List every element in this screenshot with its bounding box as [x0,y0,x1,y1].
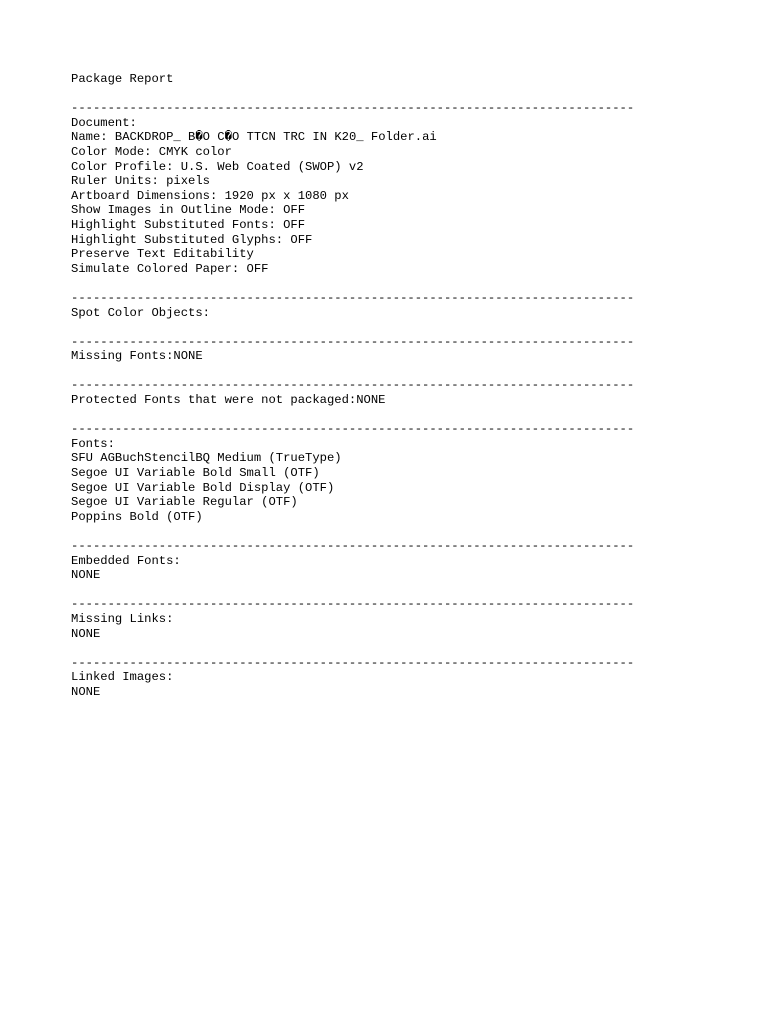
report-title: Package Report [71,72,174,86]
section-divider: ----------------------------------------------------------------------------- [71,101,635,116]
protected-fonts-heading: Protected Fonts that were not packaged:NONE [71,393,386,408]
embedded-fonts-value: NONE [71,568,101,583]
section-divider: ----------------------------------------------------------------------------- [71,597,635,612]
document-colored-paper: Simulate Colored Paper: OFF [71,261,269,276]
font-item: SFU AGBuchStencilBQ Medium (TrueType) [71,451,342,466]
missing-fonts-heading: Missing Fonts:NONE [71,349,203,364]
document-color-mode: Color Mode: CMYK color [71,144,232,159]
section-divider: ----------------------------------------------------------------------------- [71,422,635,437]
linked-images-heading: Linked Images: [71,670,174,685]
embedded-fonts-heading: Embedded Fonts: [71,553,181,568]
section-divider: ----------------------------------------------------------------------------- [71,655,635,670]
section-divider: ----------------------------------------------------------------------------- [71,334,635,349]
missing-links-heading: Missing Links: [71,611,174,626]
document-name: Name: BACKDROP_ B�O C�O TTCN TRC IN K20_ Folder.ai [71,130,437,145]
section-divider: ----------------------------------------------------------------------------- [71,378,635,393]
document-heading: Document: [71,115,137,130]
document-highlight-glyphs: Highlight Substituted Glyphs: OFF [71,232,313,247]
fonts-heading: Fonts: [71,436,115,451]
linked-images-value: NONE [71,684,101,699]
spot-color-heading: Spot Color Objects: [71,305,210,320]
section-divider: ----------------------------------------------------------------------------- [71,539,635,553]
document-outline-mode: Show Images in Outline Mode: OFF [71,203,306,218]
section-divider: ----------------------------------------------------------------------------- [71,290,635,305]
document-artboard-dimensions: Artboard Dimensions: 1920 px x 1080 px [71,188,349,203]
missing-links-value: NONE [71,626,101,641]
document-ruler-units: Ruler Units: pixels [71,174,210,189]
package-report [71,72,711,700]
document-highlight-fonts: Highlight Substituted Fonts: OFF [71,217,306,232]
font-item: Segoe UI Variable Bold Small (OTF) [71,466,320,481]
font-item: Segoe UI Variable Regular (OTF) [71,495,298,510]
document-preserve-text: Preserve Text Editability [71,247,254,262]
document-color-profile: Color Profile: U.S. Web Coated (SWOP) v2 [71,159,364,174]
font-item: Poppins Bold (OTF) [71,509,203,524]
font-item: Segoe UI Variable Bold Display (OTF) [71,480,335,495]
